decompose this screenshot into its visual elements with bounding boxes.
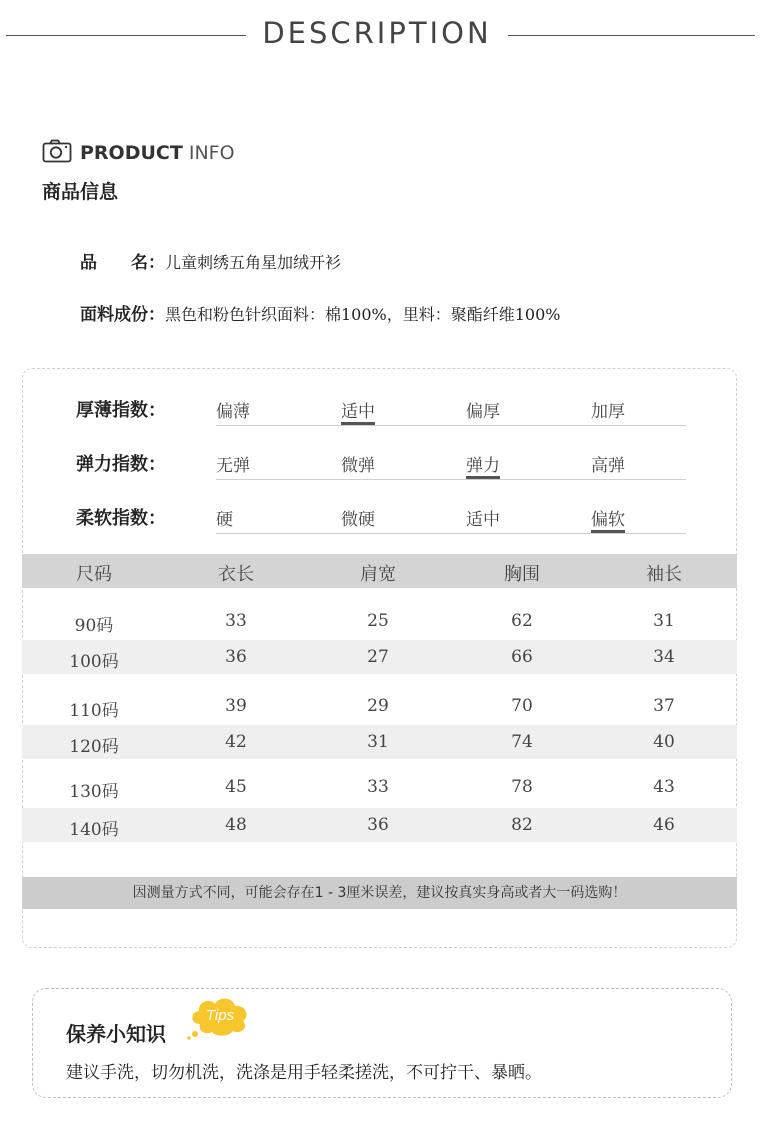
table-row: [22, 808, 737, 842]
fabric-label: 面料成份：: [80, 305, 165, 325]
softness-option: 微硬: [341, 510, 375, 530]
elasticity-option: 无弹: [216, 456, 250, 476]
table-cell: 45: [225, 777, 247, 797]
fabric-row: [80, 300, 561, 325]
product-name-value: 儿童刺绣五角星加绒开衫: [165, 253, 342, 272]
fabric-value: 黑色和粉色针织面料：棉100%，里料：聚酯纤维100%: [165, 305, 561, 324]
table-cell: 27: [367, 647, 389, 667]
table-cell: 110码: [69, 701, 119, 721]
table-cell: 36: [225, 647, 247, 667]
thickness-option-selected: 适中: [341, 397, 375, 426]
table-cell: 33: [225, 611, 247, 631]
description-title: DESCRIPTION: [262, 16, 492, 50]
header-cell-size: 尺码: [76, 564, 112, 585]
camera-icon: [42, 139, 72, 163]
table-cell: 62: [511, 611, 533, 631]
table-cell: 36: [367, 815, 389, 835]
table-cell: 31: [367, 732, 389, 752]
product-name-row: [80, 248, 341, 273]
softness-option: 硬: [216, 510, 233, 530]
elasticity-index-row: [76, 444, 686, 484]
product-info-title: [80, 142, 235, 164]
table-cell: 43: [653, 777, 675, 797]
elasticity-index-label: 弹力指数：: [76, 454, 166, 475]
product-name-label: 品 名：: [80, 253, 165, 273]
table-cell: 82: [511, 815, 533, 835]
table-cell: 39: [225, 696, 247, 716]
softness-option-selected: 偏软: [591, 505, 625, 534]
table-cell: 40: [653, 732, 675, 752]
header-cell-sleeve: 袖长: [646, 564, 682, 585]
table-cell: 120码: [69, 737, 119, 757]
elasticity-option: 高弹: [591, 456, 625, 476]
table-cell: 140码: [69, 820, 119, 840]
table-cell: 130码: [69, 782, 119, 802]
table-cell: 31: [653, 611, 675, 631]
tips-badge-text: Tips: [205, 1007, 235, 1024]
header-divider-right: [508, 35, 755, 36]
index-underline: [216, 479, 686, 480]
softness-option: 适中: [466, 510, 500, 530]
product-info-title-bold: PRODUCT: [80, 142, 183, 164]
table-cell: 34: [653, 647, 675, 667]
table-cell: 100码: [69, 652, 119, 672]
thickness-index-row: [76, 390, 686, 430]
header-cell-length: 衣长: [218, 564, 254, 585]
table-row: [22, 725, 737, 759]
table-cell: 25: [367, 611, 389, 631]
care-tips-text: 建议手洗，切勿机洗，洗涤是用手轻柔搓洗，不可拧干、暴晒。: [66, 1063, 542, 1083]
softness-index-row: [76, 498, 686, 538]
table-cell: 48: [225, 815, 247, 835]
index-underline: [216, 425, 686, 426]
thickness-option: 偏厚: [466, 402, 500, 422]
table-row: [22, 770, 737, 804]
table-cell: 33: [367, 777, 389, 797]
table-cell: 74: [511, 732, 533, 752]
table-cell: 37: [653, 696, 675, 716]
table-row: [22, 604, 737, 638]
table-cell: 46: [653, 815, 675, 835]
table-cell: 66: [511, 647, 533, 667]
index-underline: [216, 533, 686, 534]
size-table-header: [22, 554, 737, 588]
header-cell-shoulder: 肩宽: [360, 564, 396, 585]
thickness-option: 加厚: [591, 402, 625, 422]
care-tips-title: 保养小知识: [66, 1022, 166, 1046]
description-header: [0, 14, 761, 56]
thickness-index-label: 厚薄指数：: [76, 400, 166, 421]
table-cell: 29: [367, 696, 389, 716]
table-cell: 78: [511, 777, 533, 797]
softness-index-label: 柔软指数：: [76, 508, 166, 529]
thickness-option: 偏薄: [216, 402, 250, 422]
elasticity-option: 微弹: [341, 456, 375, 476]
table-row: [22, 689, 737, 723]
product-info-subtitle: 商品信息: [42, 181, 119, 203]
table-cell: 42: [225, 732, 247, 752]
header-divider-left: [6, 35, 246, 36]
tips-cloud-icon: [186, 994, 256, 1040]
table-cell: 90码: [74, 616, 114, 636]
product-info-title-light: INFO: [182, 142, 235, 164]
table-row: [22, 640, 737, 674]
elasticity-option-selected: 弹力: [466, 451, 500, 480]
table-cell: 70: [511, 696, 533, 716]
header-cell-chest: 胸围: [504, 564, 540, 585]
measurement-note: 因测量方式不同，可能会存在1 - 3厘米误差，建议按真实身高或者大一码选购！: [22, 877, 737, 909]
